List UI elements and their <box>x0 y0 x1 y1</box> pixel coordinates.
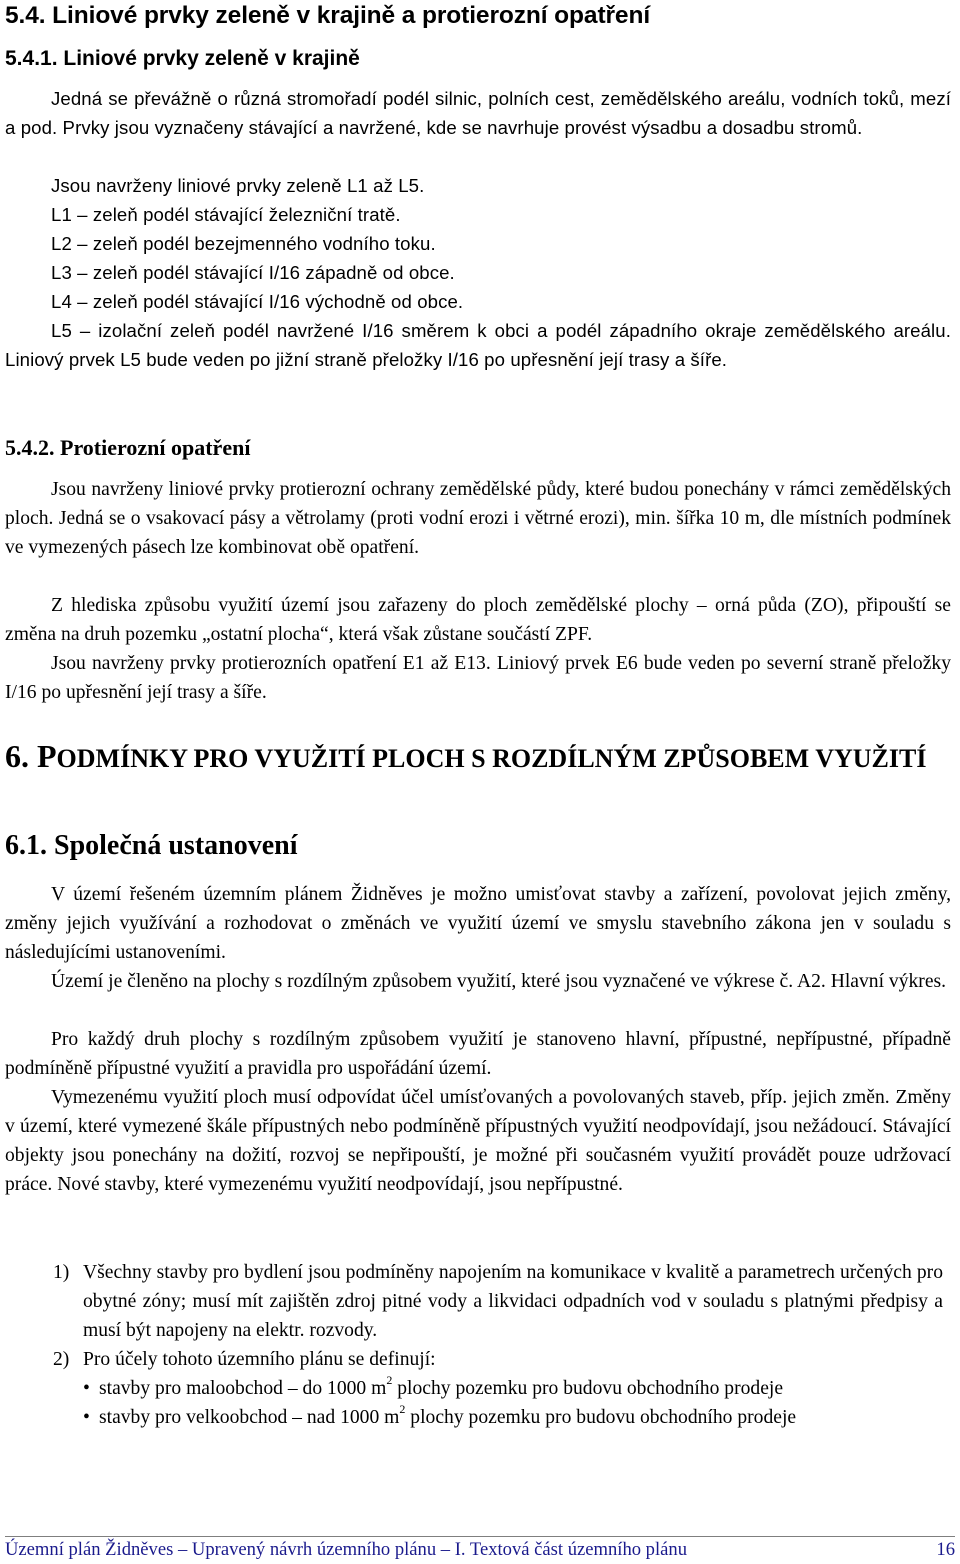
paragraph-protierozni: Jsou navrženy liniové prvky protierozní ochrany zemědělské půdy, které budou ponechány v rámci zemědělských ploch. Jedná se o vsakovací pásy a větrolamy (proti vodní erozi i větrné erozi), min. šířka 10 m, dle místních podmínek ve vymezených pásech lze kombinovat obě opatření. <box>5 479 951 558</box>
item-number: 2) <box>53 1349 70 1370</box>
item-number: 1) <box>53 1262 70 1283</box>
bullet-maloobchod <box>83 1374 943 1403</box>
subsection-heading-6-1: 6.1. Společná ustanovení <box>5 830 298 861</box>
footer-text: Územní plán Židněves – Upravený návrh územního plánu – I. Textová část územního plánu <box>5 1539 687 1560</box>
superscript: 2 <box>386 1373 393 1388</box>
section-heading-5-4: 5.4. Liniové prvky zeleně v krajině a protierozní opatření <box>5 2 651 29</box>
paragraph-intro: Jedná se převážně o různá stromořadí podél silnic, polních cest, zemědělského areálu, vodních toků, mezí a pod. Prvky jsou vyznačeny stávající a navržené, kde se navrhuje provést výsadbu a dosadbu stromů. <box>5 88 951 138</box>
subsection-heading-5-4-1: 5.4.1. Liniové prvky zeleně v krajině <box>5 47 360 70</box>
item-text: Všechny stavby pro bydlení jsou podmíněny napojením na komunikace v kvalitě a parametrech určených pro obytné zóny; musí mít zajištěn zdroj pitné vody a likvidaci odpadních vod v souladu s platnými předpisy a musí být napojeny na elektr. rozvody. <box>83 1262 943 1341</box>
item-intro <box>83 1345 943 1374</box>
paragraph-hlediska: Z hlediska způsobu využití území jsou zařazeny do ploch zemědělské plochy – orná půda (ZO), připouští se změna na druh pozemku „ostatní plocha“, která však zůstane součástí ZPF. <box>5 595 951 645</box>
chapter-heading-6 <box>5 734 951 781</box>
chapter-title-rest: ODMÍNKY PRO VYUŽITÍ PLOCH S ROZDÍLNÝM ZPŮSOBEM VYUŽITÍ <box>56 744 927 773</box>
list-item-l2: L2 – zeleň podél bezejmenného vodního toku. <box>51 233 436 254</box>
paragraph-l1-l5: Jsou navrženy liniové prvky zeleně L1 až L5. <box>51 175 425 196</box>
paragraph-druh-plochy: Pro každý druh plochy s rozdílným způsobem využití je stanoveno hlavní, přípustné, nepřípustné, případně podmíněně přípustné využití a pravidla pro uspořádání území. <box>5 1029 951 1079</box>
paragraph-vymezene-vyuziti: Vymezenému využití ploch musí odpovídat účel umísťovaných a povolovaných staveb, příp. jejich změn. Změny v území, které vymezené škále přípustných nebo podmíněně přípustných využití neodpovídají, jsou nežádoucí. Stávající objekty jsou ponechány na dožití, rozvoj se nepřipouští, je možné při současném využití provádět pouze udržovací práce. Nové stavby, které vymezenému využití neodpovídají, jsou nepřípustné. <box>5 1087 951 1195</box>
page-number: 16 <box>936 1539 955 1560</box>
numbered-item-1 <box>53 1258 943 1345</box>
list-item-l1: L1 – zeleň podél stávající železniční tratě. <box>51 204 401 225</box>
bullet-text-cont: plochy pozemku pro budovu obchodního prodeje <box>405 1407 797 1428</box>
paragraph-cleneni: Území je členěno na plochy s rozdílným způsobem využití, které jsou vyznačené ve výkrese č. A2. Hlavní výkres. <box>51 971 947 992</box>
bullet-velkoobchod <box>83 1403 943 1432</box>
numbered-item-2 <box>53 1345 943 1432</box>
bullet-icon: • <box>83 1407 90 1428</box>
footer-divider <box>5 1536 955 1537</box>
item-text <box>83 1345 943 1432</box>
list-item-l5: L5 – izolační zeleň podél navržené I/16 směrem k obci a podél západního okraje zemědělského areálu. Liniový prvek L5 bude veden po jižní straně přeložky I/16 po upřesnění její trasy a šíře. <box>5 320 951 370</box>
subsection-heading-5-4-2: 5.4.2. Protierozní opatření <box>5 435 251 460</box>
item-intro-text: Pro účely tohoto územního plánu se definují: <box>83 1349 436 1370</box>
chapter-title-cap: P <box>37 738 57 774</box>
bullet-icon: • <box>83 1378 90 1399</box>
list-item-l3: L3 – zeleň podél stávající I/16 západně od obce. <box>51 262 455 283</box>
paragraph-e1-e13: Jsou navrženy prvky protierozních opatření E1 až E13. Liniový prvek E6 bude veden po severní straně přeložky I/16 po upřesnění její trasy a šíře. <box>5 653 951 703</box>
superscript: 2 <box>399 1402 406 1417</box>
chapter-number: 6. <box>5 738 37 774</box>
page-footer <box>5 1536 955 1564</box>
list-item-l4: L4 – zeleň podél stávající I/16 východně od obce. <box>51 291 464 312</box>
bullet-text: stavby pro maloobchod – do 1000 m <box>99 1378 387 1399</box>
paragraph-uzemi-reseni: V území řešeném územním plánem Židněves je možno umisťovat stavby a zařízení, povolovat jejich změny, změny jejich využívání a rozhodovat o změnách ve využití území ve smyslu stavebního zákona jen v souladu s následujícími ustanoveními. <box>5 884 951 963</box>
bullet-text: stavby pro velkoobchod – nad 1000 m <box>99 1407 400 1428</box>
bullet-text-cont: plochy pozemku pro budovu obchodního prodeje <box>392 1378 784 1399</box>
